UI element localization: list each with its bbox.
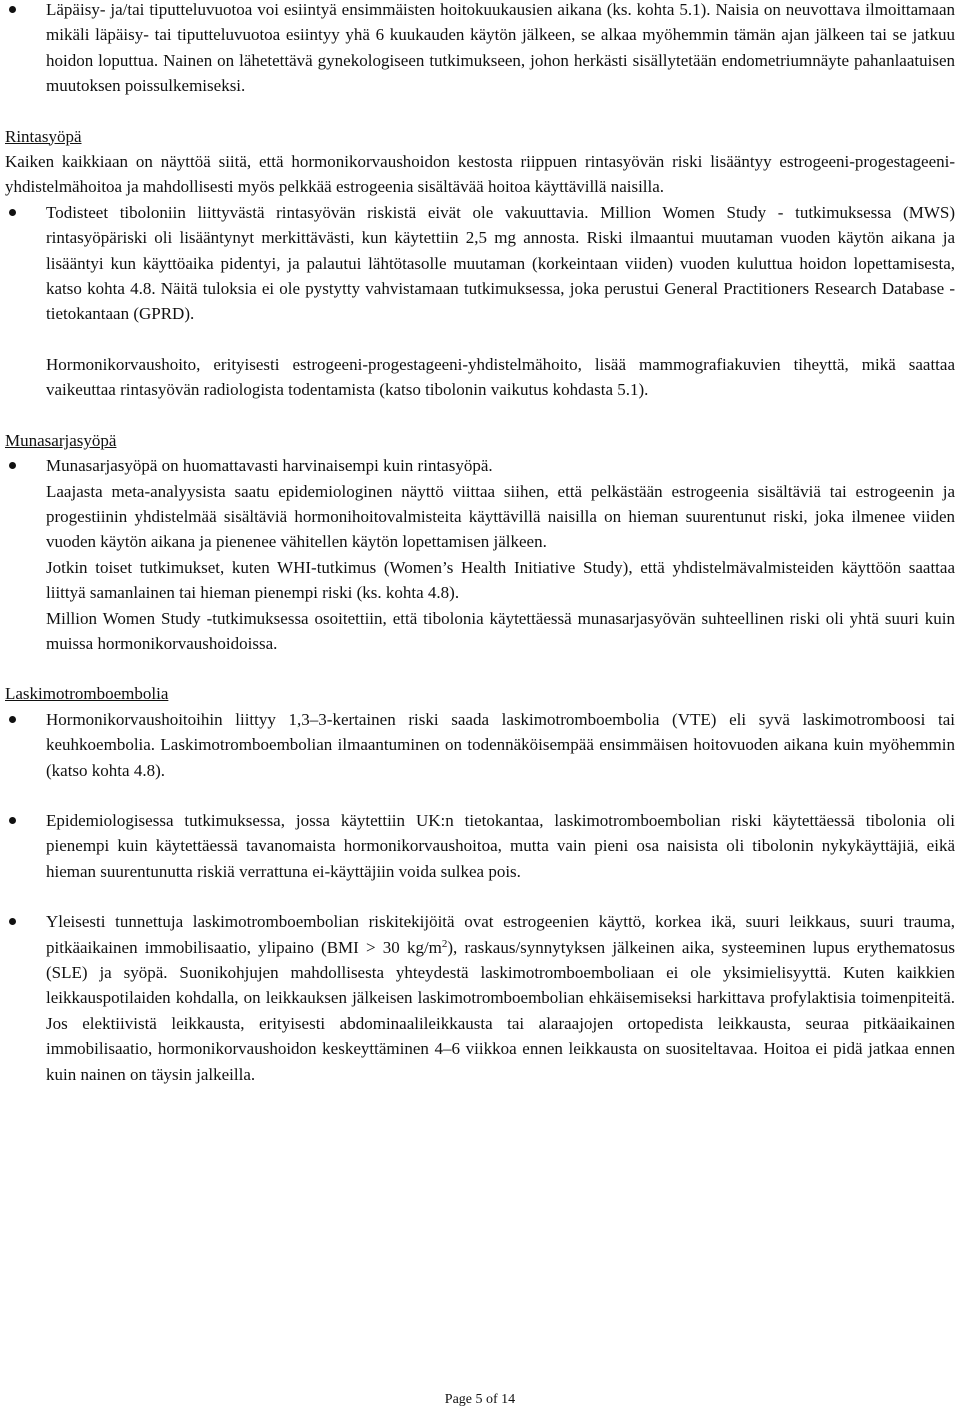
bullet-icon bbox=[9, 462, 16, 469]
list-item bbox=[5, 0, 955, 99]
spacer bbox=[5, 884, 955, 909]
list-item bbox=[5, 707, 955, 783]
spacer bbox=[5, 783, 955, 808]
bullet-icon bbox=[9, 817, 16, 824]
breast-tibolone-paragraph: Todisteet tiboloniin liittyvästä rintasyövän riskistä eivät ole vakuuttavia. Million Women Study - tutkimuksessa (MWS) rintasyöpäriski oli lisääntynyt merkittävästi, kun käytettiin 2,5 mg annosta. Riski ilmaantui muutaman vuoden käytön aikana ja lisääntyi kun käyttöaika pidentyi, ja palautui lähtötasolle muutaman (korkeintaan viiden) vuoden kuluttua hoidon lopettamisesta, katso kohta 4.8. Näitä tuloksia ei ole pystytty vahvistamaan tutkimuksessa, joka perustui General Practitioners Research Database -tietokantaan (GPRD). bbox=[46, 202, 955, 324]
breast-intro-paragraph: Kaiken kaikkiaan on näyttöä siitä, että hormonikorvaushoidon kestosta riippuen rintasyövän riski lisääntyy estrogeeni-progestageeni-yhdistelmähoitoa ja mahdollisesti myös pelkkää estrogeenia sisältävää hoitoa käyttävillä naisilla. bbox=[5, 152, 955, 197]
list-item bbox=[5, 909, 955, 1087]
ovary-rarity-text: Munasarjasyöpä on huomattavasti harvinaisempi kuin rintasyöpä. bbox=[46, 456, 493, 476]
list-item bbox=[5, 808, 955, 884]
bullet-icon bbox=[9, 6, 16, 13]
list-item bbox=[5, 200, 955, 327]
vte-risk-paragraph: Hormonikorvaushoitoihin liittyy 1,3–3-kertainen riski saada laskimotromboembolia (VTE) eli syvä laskimotromboosi tai keuhkoembolia. Laskimotromboembolian ilmaantuminen on todennäköisempää ensimmäisen hoitovuoden aikana kuin myöhemmin (katso kohta 4.8). bbox=[46, 709, 955, 780]
superscript-2: 2 bbox=[441, 937, 448, 950]
list-item bbox=[5, 453, 955, 478]
bullet-icon bbox=[9, 716, 16, 723]
ovary-whi-paragraph: Jotkin toiset tutkimukset, kuten WHI-tutkimus (Women’s Health Initiative Study), että yhdistelmävalmisteiden käyttöön saattaa liittyä samanlainen tai hieman pienempi riski (ks. kohta 4.8). bbox=[46, 557, 955, 603]
page-number: Page 5 of 14 bbox=[444, 1392, 516, 1407]
section-heading-breast-cancer: Rintasyöpä bbox=[5, 126, 82, 146]
ovary-mws-paragraph: Million Women Study -tutkimuksessa osoitettiin, että tibolonia käytettäessä munasarjasyövän suhteellinen riski oli yhtä suuri kuin muissa hormonikorvaushoidoissa. bbox=[46, 608, 955, 653]
ovary-meta-analysis-paragraph: Laajasta meta-analyysista saatu epidemiologinen näyttö viittaa siihen, että pelkästään estrogeenia sisältäviä tai estrogeenin ja progestiinin yhdistelmää sisältäviä hormonihoitovalmisteita käyttävillä naisilla on hieman suurentunut riski, joka ilmenee viiden vuoden käytön aikana ja pienenee vähitellen käytön lopettamisen jälkeen. bbox=[46, 481, 955, 552]
spacer bbox=[5, 327, 955, 352]
page-content bbox=[5, 0, 955, 1087]
section-heading-vte: Laskimotromboembolia bbox=[5, 684, 169, 704]
breast-mammography-paragraph: Hormonikorvaushoito, erityisesti estrogeeni-progestageeni-yhdistelmähoito, lisää mammografiakuvien tiheyttä, mikä saattaa vaikeuttaa rintasyövän radiologista todentamista (katso tibolonin vaikutus kohdasta 5.1). bbox=[46, 354, 955, 400]
section-heading-ovarian-cancer: Munasarjasyöpä bbox=[5, 430, 117, 450]
bullet-icon bbox=[9, 209, 16, 216]
bleeding-paragraph: Läpäisy- ja/tai tiputteluvuotoa voi esiintyä ensimmäisten hoitokuukausien aikana (ks. kohta 5.1). Naisia on neuvottava ilmoittamaan mikäli läpäisy- tai tiputteluvuotoa esiintyy yhä 6 kuukauden käytön jälkeen, se alkaa myöhemmin tämän ajan jälkeen tai se jatkuu hoidon loputtua. Nainen on lähetettävä gynekologiseen tutkimukseen, johon herkästi sisällytetään endometriumnäyte pahanlaatuisen muutoksen poissulkemiseksi. bbox=[46, 0, 955, 96]
vte-risk-factors-text-start: Yleisesti tunnettuja laskimotromboembolian riskitekijöitä ovat estrogeenien käyttö, korkea ikä, suuri leikkaus, suuri trauma, pitkäaikainen immobilisaatio, ylipaino (BMI > 30 kg/m bbox=[46, 912, 955, 957]
bullet-icon bbox=[9, 918, 16, 925]
vte-risk-factors-paragraph bbox=[46, 912, 955, 1083]
vte-epidemiology-paragraph: Epidemiologisessa tutkimuksessa, jossa käytettiin UK:n tietokantaa, laskimotromboembolian riski käytettäessä tibolonia oli pienempi kuin käytettäessä tavanomaista hormonikorvaushoitoa, mutta vain pieni osa naisista oli tibolonin nykykäyttäjiä, eikä hieman suurentunutta riskiä verrattuna ei-käyttäjiin voida sulkea pois. bbox=[46, 810, 955, 881]
vte-risk-factors-text-end: ), raskaus/synnytyksen jälkeinen aika, systeeminen lupus erythematosus (SLE) ja syöpä. Suonikohjujen mahdollisesta yhteydestä laskimotromboemboliaan ei ole yksimielisyyttä. Kuten kaikkien leikkauspotilaiden kohdalla, on leikkauksen jälkeisen laskimotromboembolian ehkäisemiseksi harkittava profylaktisia toimenpiteitä. Jos elektiivistä leikkausta, erityisesti abdominaalileikkausta tai alaraajojen ortopedista leikkausta, seuraa pitkäaikainen immobilisaatio, hormonikorvaushoidon keskeyttäminen 4–6 viikkoa ennen leikkausta on suositeltavaa. Hoitoa ei pidä jatkaa ennen kuin nainen on täysin jalkeilla. bbox=[46, 937, 955, 1084]
